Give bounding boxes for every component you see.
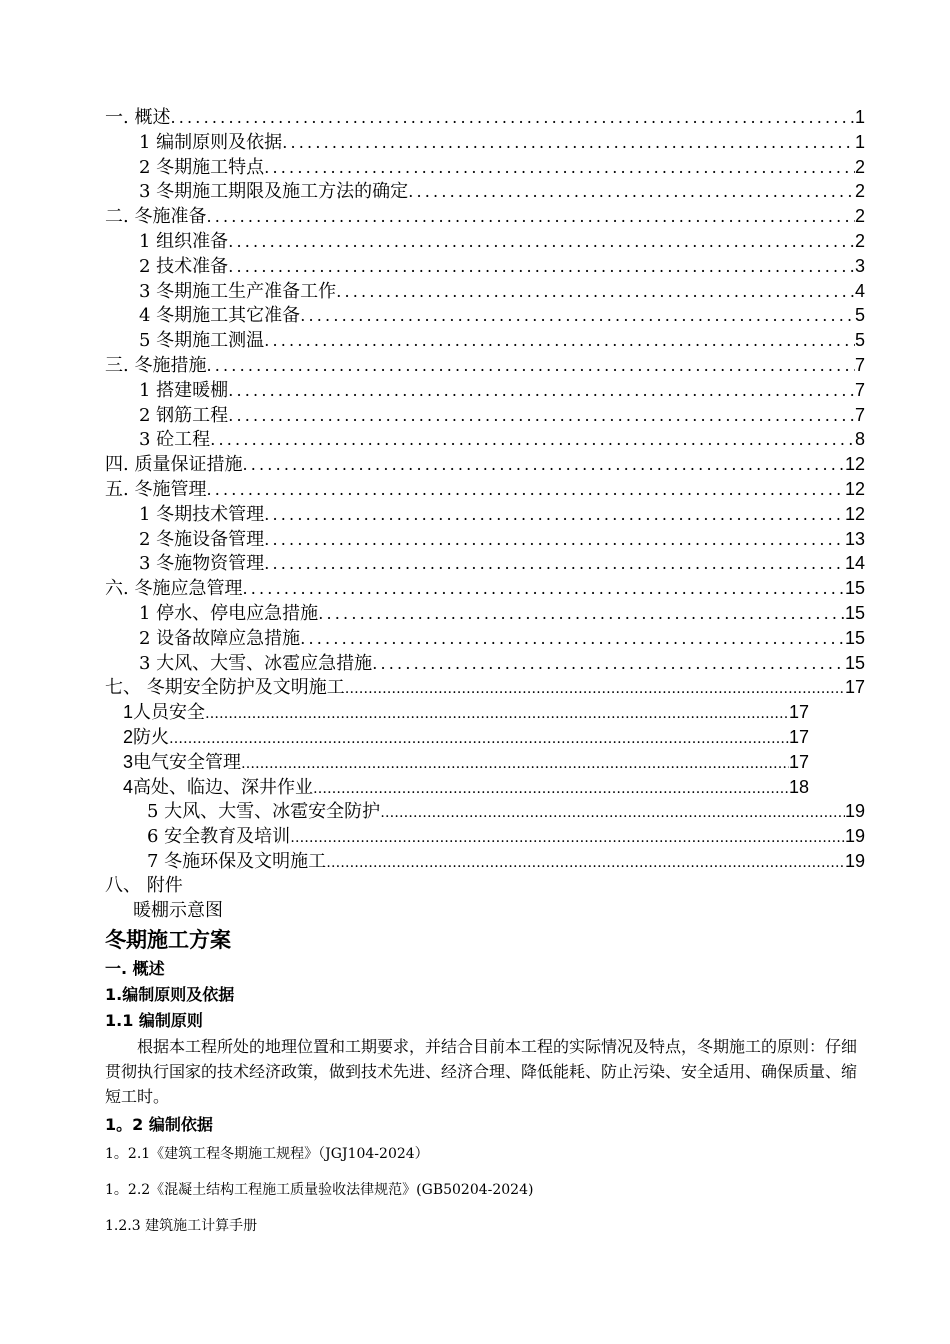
toc-row-page: 17 [788, 702, 809, 723]
toc-row[interactable] [105, 799, 865, 824]
section-heading: 一. 概述 [105, 959, 165, 978]
toc-leader [313, 777, 789, 802]
toc-row-page: 7 [854, 354, 865, 375]
toc-row[interactable] [105, 229, 865, 254]
toc-leader [300, 304, 855, 329]
toc-row[interactable] [105, 576, 865, 601]
toc-row-label: 一. 概述 [105, 107, 171, 128]
toc-row-page: 1 [854, 107, 865, 127]
toc-leader [206, 478, 845, 503]
toc-row-label: 五. 冬施管理 [105, 478, 207, 500]
toc-row-label: 三. 冬施措施 [105, 354, 207, 376]
toc-row-label: 1 停水、停电应急措施 [139, 602, 319, 624]
toc-leader [282, 131, 855, 156]
toc-row-label: 7 冬施环保及文明施工 [147, 850, 327, 872]
toc-row-sec8-item[interactable]: 暖棚示意图 [133, 899, 223, 921]
toc-row-label: 2防火 [123, 726, 170, 747]
toc-row-page: 8 [854, 429, 865, 450]
toc-row[interactable] [105, 601, 865, 626]
toc-row[interactable] [105, 502, 865, 527]
toc-row-page: 2 [854, 230, 865, 251]
toc-row[interactable] [105, 551, 865, 576]
toc-row[interactable] [105, 303, 865, 328]
toc-leader [345, 677, 845, 702]
toc-leader [264, 528, 845, 553]
toc-row[interactable] [105, 427, 865, 452]
toc-row-page: 15 [844, 627, 865, 648]
toc-row-label: 4高处、临边、深井作业 [123, 776, 314, 797]
toc-row-label: 四. 质量保证措施 [105, 454, 243, 476]
subsection-heading-1-1: 1.1 编制原则 [105, 1011, 203, 1030]
toc-row-label: 2 钢筋工程 [139, 404, 229, 426]
toc-row-label: 4 冬期施工其它准备 [139, 305, 301, 327]
toc-row-page: 17 [844, 677, 865, 698]
toc-leader [210, 428, 855, 453]
toc-leader [170, 106, 855, 131]
toc-leader [264, 156, 855, 181]
reference-item: 1。2.2《混凝土结构工程施工质量验收法律规范》(GB50204-2024) [105, 1182, 534, 1198]
toc-row-page: 15 [844, 652, 865, 673]
toc-row-page: 7 [854, 404, 865, 425]
toc-row-sec7[interactable] [105, 675, 865, 700]
toc-row-label: 3电气安全管理 [123, 751, 242, 772]
toc-leader [206, 354, 855, 379]
toc-row[interactable] [105, 403, 865, 428]
toc-row-label: 2 设备故障应急措施 [139, 627, 301, 649]
toc-row-label: 1 冬期技术管理 [139, 503, 265, 525]
toc-row[interactable] [105, 130, 865, 155]
toc-row-sec8[interactable]: 八、 附件 [105, 874, 183, 896]
toc-row-label: 2 冬期施工特点 [139, 156, 265, 178]
toc-leader [264, 329, 855, 354]
toc-row[interactable] [105, 626, 865, 651]
toc-leader [228, 255, 855, 280]
toc-row-page: 4 [854, 280, 865, 301]
toc-leader [300, 627, 845, 652]
toc-row[interactable] [105, 452, 865, 477]
toc-row[interactable] [105, 279, 865, 304]
toc-row-page: 15 [844, 578, 865, 599]
toc-leader [206, 205, 855, 230]
toc-leader [372, 652, 845, 677]
toc-leader [290, 826, 845, 851]
toc-row-label: 5 大风、大雪、冰雹安全防护 [147, 801, 381, 823]
toc-row-page: 18 [788, 776, 809, 797]
toc-row[interactable] [105, 378, 865, 403]
toc-row-page: 2 [854, 181, 865, 202]
toc-row[interactable] [105, 353, 865, 378]
toc-leader [242, 577, 845, 602]
table-of-contents [105, 105, 865, 923]
toc-leader [326, 851, 845, 876]
toc-row-page: 12 [844, 503, 865, 524]
reference-item: 1.2.3 建筑施工计算手册 [105, 1218, 258, 1234]
toc-leader [169, 727, 789, 752]
toc-leader [408, 180, 855, 205]
reference-item: 1。2.1《建筑工程冬期施工规程》（JGJ104-2024） [105, 1146, 429, 1162]
toc-row-page: 2 [854, 206, 865, 227]
toc-row[interactable] [105, 824, 865, 849]
toc-leader [241, 752, 789, 777]
toc-leader [264, 503, 845, 528]
subsection-heading-1-2: 1。2 编制依据 [105, 1115, 213, 1134]
toc-leader [228, 404, 855, 429]
toc-row-label: 七、 冬期安全防护及文明施工 [105, 677, 345, 699]
toc-row-page: 3 [854, 255, 865, 276]
toc-row-page: 2 [854, 156, 865, 177]
toc-main-list [105, 105, 865, 675]
toc-row-label: 2 技术准备 [139, 255, 229, 277]
toc-row[interactable] [105, 179, 865, 204]
toc-row-label: 3 砼工程 [139, 429, 211, 451]
toc-leader [205, 702, 789, 727]
toc-row-label: 6 安全教育及培训 [147, 826, 291, 848]
toc-row-page: 19 [844, 850, 865, 871]
toc-row-page: 7 [854, 379, 865, 400]
toc-row-label: 3 冬期施工期限及施工方法的确定 [139, 181, 409, 203]
toc-leader [242, 453, 845, 478]
toc-row-label: 二. 冬施准备 [105, 206, 207, 228]
toc-row-page: 1 [854, 131, 865, 152]
toc-row-page: 19 [844, 826, 865, 847]
toc-row-page: 12 [844, 478, 865, 499]
toc-row-page: 17 [788, 726, 809, 747]
toc-row-page: 19 [844, 801, 865, 822]
toc-row[interactable] [105, 204, 865, 229]
toc-row-label: 5 冬期施工测温 [139, 330, 265, 352]
toc-row[interactable] [105, 775, 809, 800]
toc-row[interactable] [105, 477, 865, 502]
toc-row-label: 3 冬期施工生产准备工作 [139, 280, 337, 302]
toc-leader [318, 602, 845, 627]
toc-leader [228, 230, 855, 255]
toc-row-label: 3 大风、大雪、冰雹应急措施 [139, 652, 373, 674]
toc-row-label: 1 组织准备 [139, 230, 229, 252]
toc-row-label: 2 冬施设备管理 [139, 528, 265, 550]
toc-row[interactable] [105, 254, 865, 279]
principle-paragraph: 根据本工程所处的地理位置和工期要求，并结合目前本工程的实际情况及特点，冬期施工的原则：仔细贯彻执行国家的技术经济政策，做到技术先进、经济合理、降低能耗、防止污染、安全适用、确保质量、缩短工时。 [105, 1037, 858, 1106]
toc-sec7-list-b [105, 799, 865, 873]
document-title: 冬期施工方案 [105, 928, 231, 952]
toc-row[interactable] [105, 700, 809, 725]
toc-sec7-list-a [105, 700, 865, 799]
toc-row-label: 3 冬施物资管理 [139, 553, 265, 575]
toc-row[interactable] [105, 155, 865, 180]
toc-row-page: 17 [788, 751, 809, 772]
toc-row[interactable] [105, 328, 865, 353]
toc-row-page: 14 [844, 553, 865, 574]
toc-row[interactable] [105, 527, 865, 552]
toc-row-label: 六. 冬施应急管理 [105, 578, 243, 600]
toc-row-page: 12 [844, 454, 865, 475]
toc-row[interactable] [105, 750, 809, 775]
toc-row-page: 15 [844, 602, 865, 623]
toc-row[interactable] [105, 651, 865, 676]
toc-row[interactable] [105, 849, 865, 874]
document-body [105, 924, 865, 1246]
toc-row-page: 13 [844, 528, 865, 549]
toc-row[interactable] [105, 105, 865, 130]
toc-row-page: 5 [854, 330, 865, 351]
toc-leader [380, 801, 845, 826]
toc-row-label: 1 搭建暖棚 [139, 379, 229, 401]
toc-leader [336, 280, 855, 305]
toc-row-label: 1 编制原则及依据 [139, 131, 283, 153]
toc-row[interactable] [105, 725, 809, 750]
toc-row-label: 1人员安全 [123, 702, 206, 723]
toc-row-page: 5 [854, 305, 865, 326]
toc-leader [264, 552, 845, 577]
toc-leader [228, 379, 855, 404]
subsection-heading: 1.编制原则及依据 [105, 985, 235, 1004]
